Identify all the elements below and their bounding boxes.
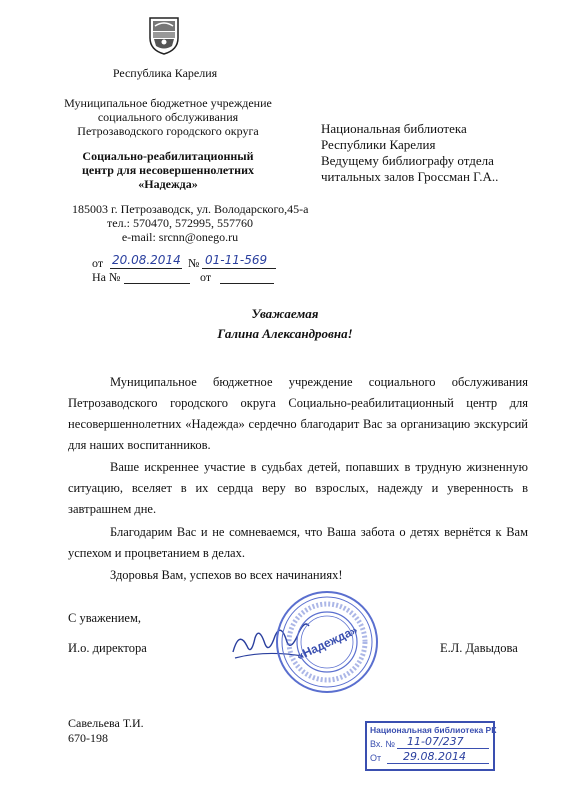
closing-regards: С уважением, (68, 611, 141, 625)
reply-number-blank (124, 283, 190, 284)
stamp-in-number: 11-07/237 (407, 735, 464, 748)
incoming-registration-stamp (365, 721, 495, 771)
ref-date-label: от (92, 256, 104, 270)
body-paragraph-1-text: Муниципальное бюджетное учреждение социального обслуживания Петрозаводского городского округа Социально-реабилитационный центр для несовершеннолетних «Надежда» сердечно благодарит Вас за организацию экскурсий для наших воспитанников. (68, 375, 528, 452)
seal-center-text: «Надежда» (294, 622, 360, 664)
body-paragraph-2-text: Ваше искреннее участие в судьбах детей, попавших в трудную жизненную ситуацию, вселяет в их сердца веру во взрослых, надежду и уверенность в завтрашнем дне. (68, 460, 528, 516)
body-paragraph-2 (68, 457, 528, 520)
ref-number-label: № (188, 256, 200, 270)
addressee-line1: Национальная библиотека (321, 121, 467, 136)
body-paragraph-4 (68, 565, 528, 586)
stamp-in-label: Вх. № (370, 739, 396, 749)
addressee-line3: Ведущему библиографу отдела (321, 153, 494, 168)
org-email: e-mail: srcnn@onego.ru (121, 230, 239, 244)
stamp-date-label: От (370, 753, 382, 763)
signatory-name: Е.Л. Давыдова (440, 641, 518, 655)
org-name-line3: Петрозаводского городского округа (77, 124, 259, 138)
region-name: Республика Карелия (112, 66, 218, 80)
body-paragraph-3-text: Благодарим Вас и не сомневаемся, что Ваша забота о детях вернётся к Вам успехом и процветанием в делах. (68, 525, 528, 560)
reply-ref-label: На № (92, 270, 121, 284)
ref-number-value: 01-11-569 (205, 253, 268, 267)
addressee-line2: Республики Карелия (321, 137, 436, 152)
stamp-title: Национальная библиотека РК (370, 725, 497, 735)
org-phones: тел.: 570470, 572995, 557760 (107, 216, 253, 230)
coat-of-arms-emblem (148, 16, 180, 56)
reply-date-blank (220, 283, 274, 284)
ref-date-value: 20.08.2014 (112, 253, 181, 267)
org-name-line2: социального обслуживания (97, 110, 239, 124)
executor-name: Савельева Т.И. (68, 716, 144, 730)
addressee-block (321, 121, 498, 185)
executor-phone: 670-198 (68, 731, 108, 745)
stamp-date-value: 29.08.2014 (403, 750, 466, 763)
center-name-line3: «Надежда» (138, 177, 198, 191)
addressee-line4: читальных залов Гроссман Г.А.. (321, 169, 499, 184)
body-paragraph-3 (68, 522, 528, 564)
body-paragraph-4-text: Здоровья Вам, успехов во всех начинаниях! (110, 568, 343, 582)
signatory-position: И.о. директора (68, 641, 147, 655)
center-name-line2: центр для несовершеннолетних (82, 163, 254, 177)
org-name-line1: Муниципальное бюджетное учреждение (64, 96, 272, 110)
center-name-line1: Социально-реабилитационный (82, 149, 254, 163)
salutation-line2: Галина Александровна! (217, 326, 353, 341)
org-address: 185003 г. Петрозаводск, ул. Володарского,45-а (72, 202, 309, 216)
salutation-line1: Уважаемая (251, 306, 319, 321)
body-paragraph-1 (68, 372, 528, 456)
reply-date-label: от (200, 270, 212, 284)
